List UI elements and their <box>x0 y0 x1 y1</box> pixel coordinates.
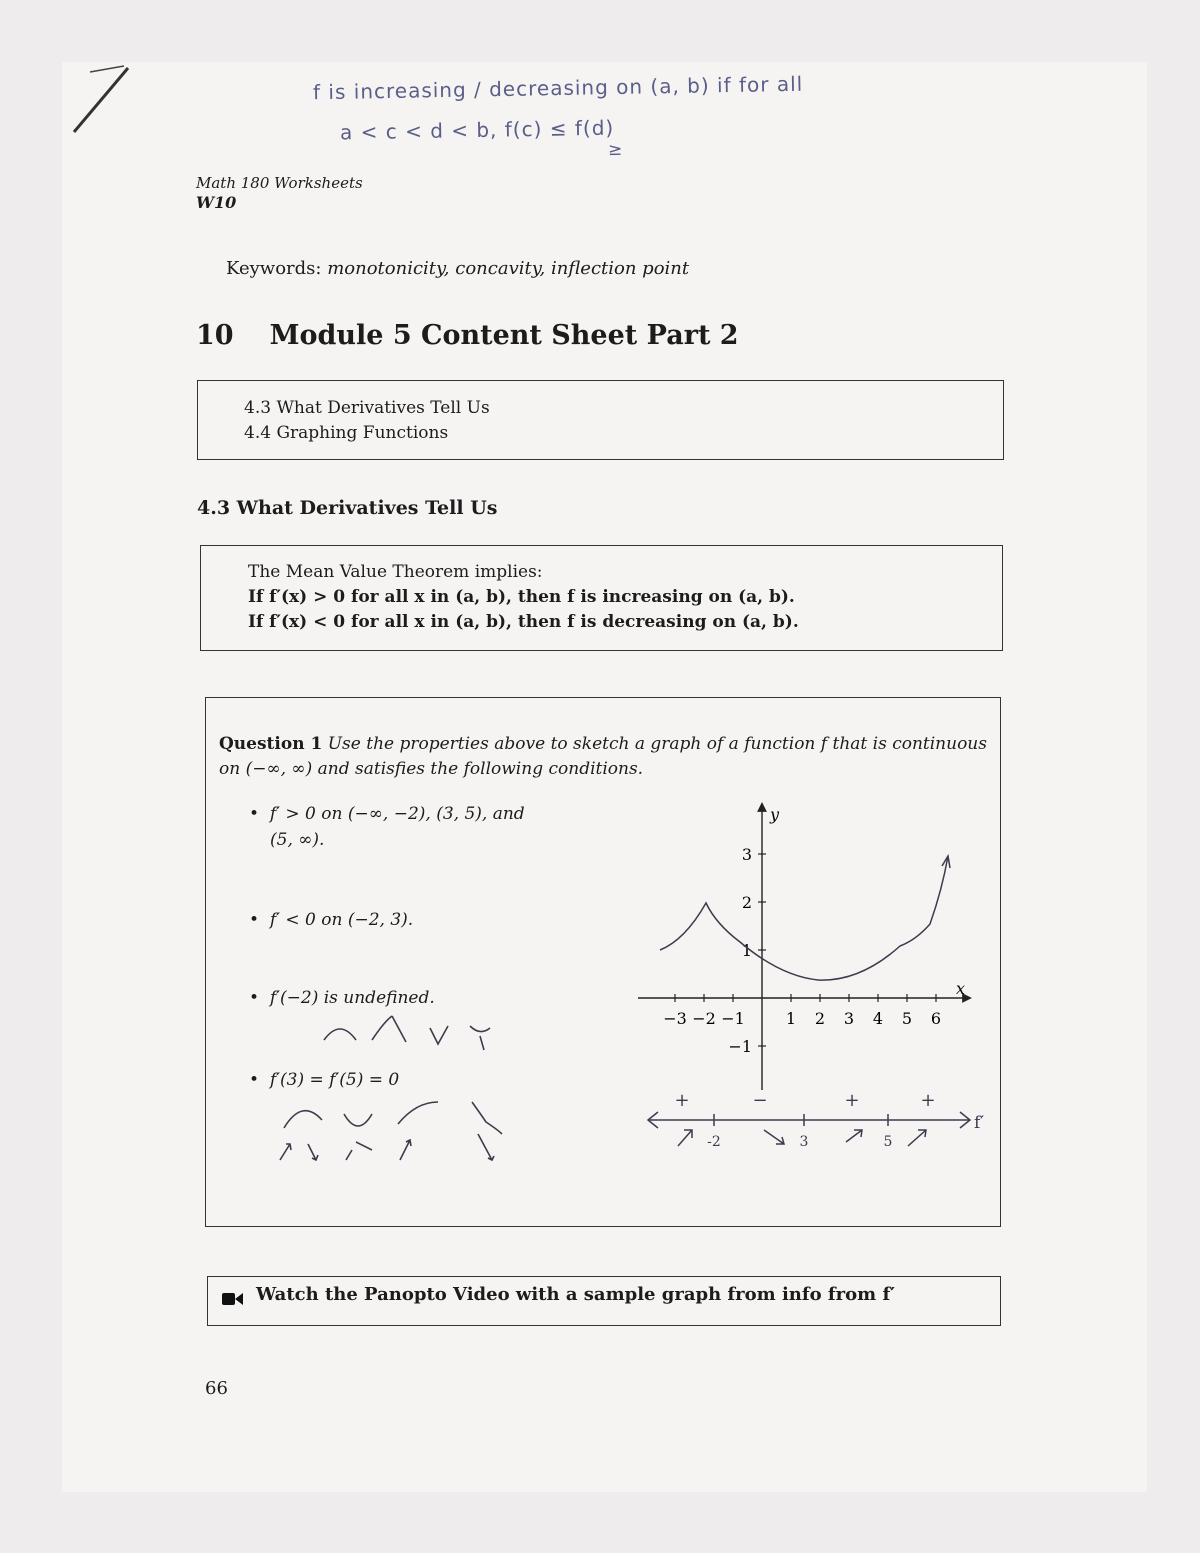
critical-point-label: -2 <box>707 1134 721 1150</box>
keywords-label: Keywords: <box>226 258 322 279</box>
section-heading <box>196 320 739 351</box>
handwritten-shape-sketches <box>260 1010 530 1170</box>
sketch-graph <box>630 800 980 1095</box>
handwritten-note-line1: f is increasing / decreasing on (a, b) if for all <box>312 71 804 105</box>
x-tick-label: −3 <box>663 1009 687 1028</box>
increasing-arrow <box>908 1130 926 1146</box>
condition-bullet: • f′(3) = f′(5) = 0 <box>249 1070 400 1090</box>
section-number: 10 <box>196 320 234 351</box>
increasing-arrow <box>678 1130 692 1146</box>
page-number: 66 <box>205 1378 228 1399</box>
pencil-mark <box>60 60 140 170</box>
sign-mark: + <box>920 1090 936 1111</box>
y-tick-label: −1 <box>728 1037 752 1056</box>
worksheet-code: W10 <box>196 193 237 212</box>
critical-point-label: 5 <box>883 1134 893 1150</box>
sign-chart-label: f′ <box>974 1113 985 1133</box>
keywords-line <box>226 258 689 279</box>
sign-mark: − <box>752 1090 768 1111</box>
x-tick-label: 6 <box>930 1009 942 1028</box>
theorem-intro: The Mean Value Theorem implies: <box>248 562 543 582</box>
x-tick-label: 1 <box>785 1009 797 1028</box>
question-line1 <box>219 734 987 754</box>
toc-item: 4.3 What Derivatives Tell Us <box>244 398 490 418</box>
sign-mark: + <box>674 1090 690 1111</box>
y-tick-label: 3 <box>741 845 752 864</box>
video-camera-icon <box>222 1291 244 1307</box>
increasing-arrow <box>846 1130 862 1142</box>
section-title: Module 5 Content Sheet Part 2 <box>269 320 739 351</box>
question-label: Question 1 <box>219 734 323 754</box>
y-tick-label: 1 <box>741 941 752 960</box>
sign-mark: + <box>844 1090 860 1111</box>
toc-box <box>197 380 1004 460</box>
x-tick-label: 4 <box>872 1009 884 1028</box>
condition-bullet: • f′ > 0 on (−∞, −2), (3, 5), and <box>249 804 525 824</box>
x-tick-label: −1 <box>721 1009 745 1028</box>
y-tick-label: 2 <box>741 893 752 912</box>
sign-chart <box>640 1088 1000 1158</box>
question-line2: on (−∞, ∞) and satisfies the following conditions. <box>219 759 644 779</box>
condition-bullet: • f′(−2) is undefined. <box>249 988 435 1008</box>
condition-bullet: • f′ < 0 on (−2, 3). <box>249 910 414 930</box>
x-tick-label: 3 <box>843 1009 855 1028</box>
y-axis-label: y <box>770 805 780 824</box>
sketched-curve <box>660 856 948 980</box>
handwritten-note-line3: ≥ <box>607 139 624 161</box>
subsection-heading: 4.3 What Derivatives Tell Us <box>197 497 498 519</box>
video-link[interactable]: Watch the Panopto Video with a sample graph from info from f′ <box>256 1284 895 1305</box>
theorem-line-decreasing: If f′(x) < 0 for all x in (a, b), then f is decreasing on (a, b). <box>248 612 799 632</box>
x-tick-label: −2 <box>692 1009 716 1028</box>
x-tick-label: 2 <box>814 1009 826 1028</box>
decreasing-arrow <box>764 1130 784 1144</box>
toc-item: 4.4 Graphing Functions <box>244 423 449 443</box>
critical-point-label: 3 <box>799 1134 809 1150</box>
theorem-line-increasing: If f′(x) > 0 for all x in (a, b), then f is increasing on (a, b). <box>248 587 795 607</box>
keywords-terms: monotonicity, concavity, inflection point <box>327 258 690 279</box>
handwritten-note-line2: a < c < d < b, f(c) ≤ f(d) <box>339 115 615 145</box>
question-text: Use the properties above to sketch a graph of a function f that is continuous <box>327 734 987 754</box>
x-axis-label: x <box>956 979 966 998</box>
condition-bullet-cont: (5, ∞). <box>270 830 325 850</box>
course-name: Math 180 Worksheets <box>196 174 363 192</box>
x-tick-label: 5 <box>901 1009 913 1028</box>
